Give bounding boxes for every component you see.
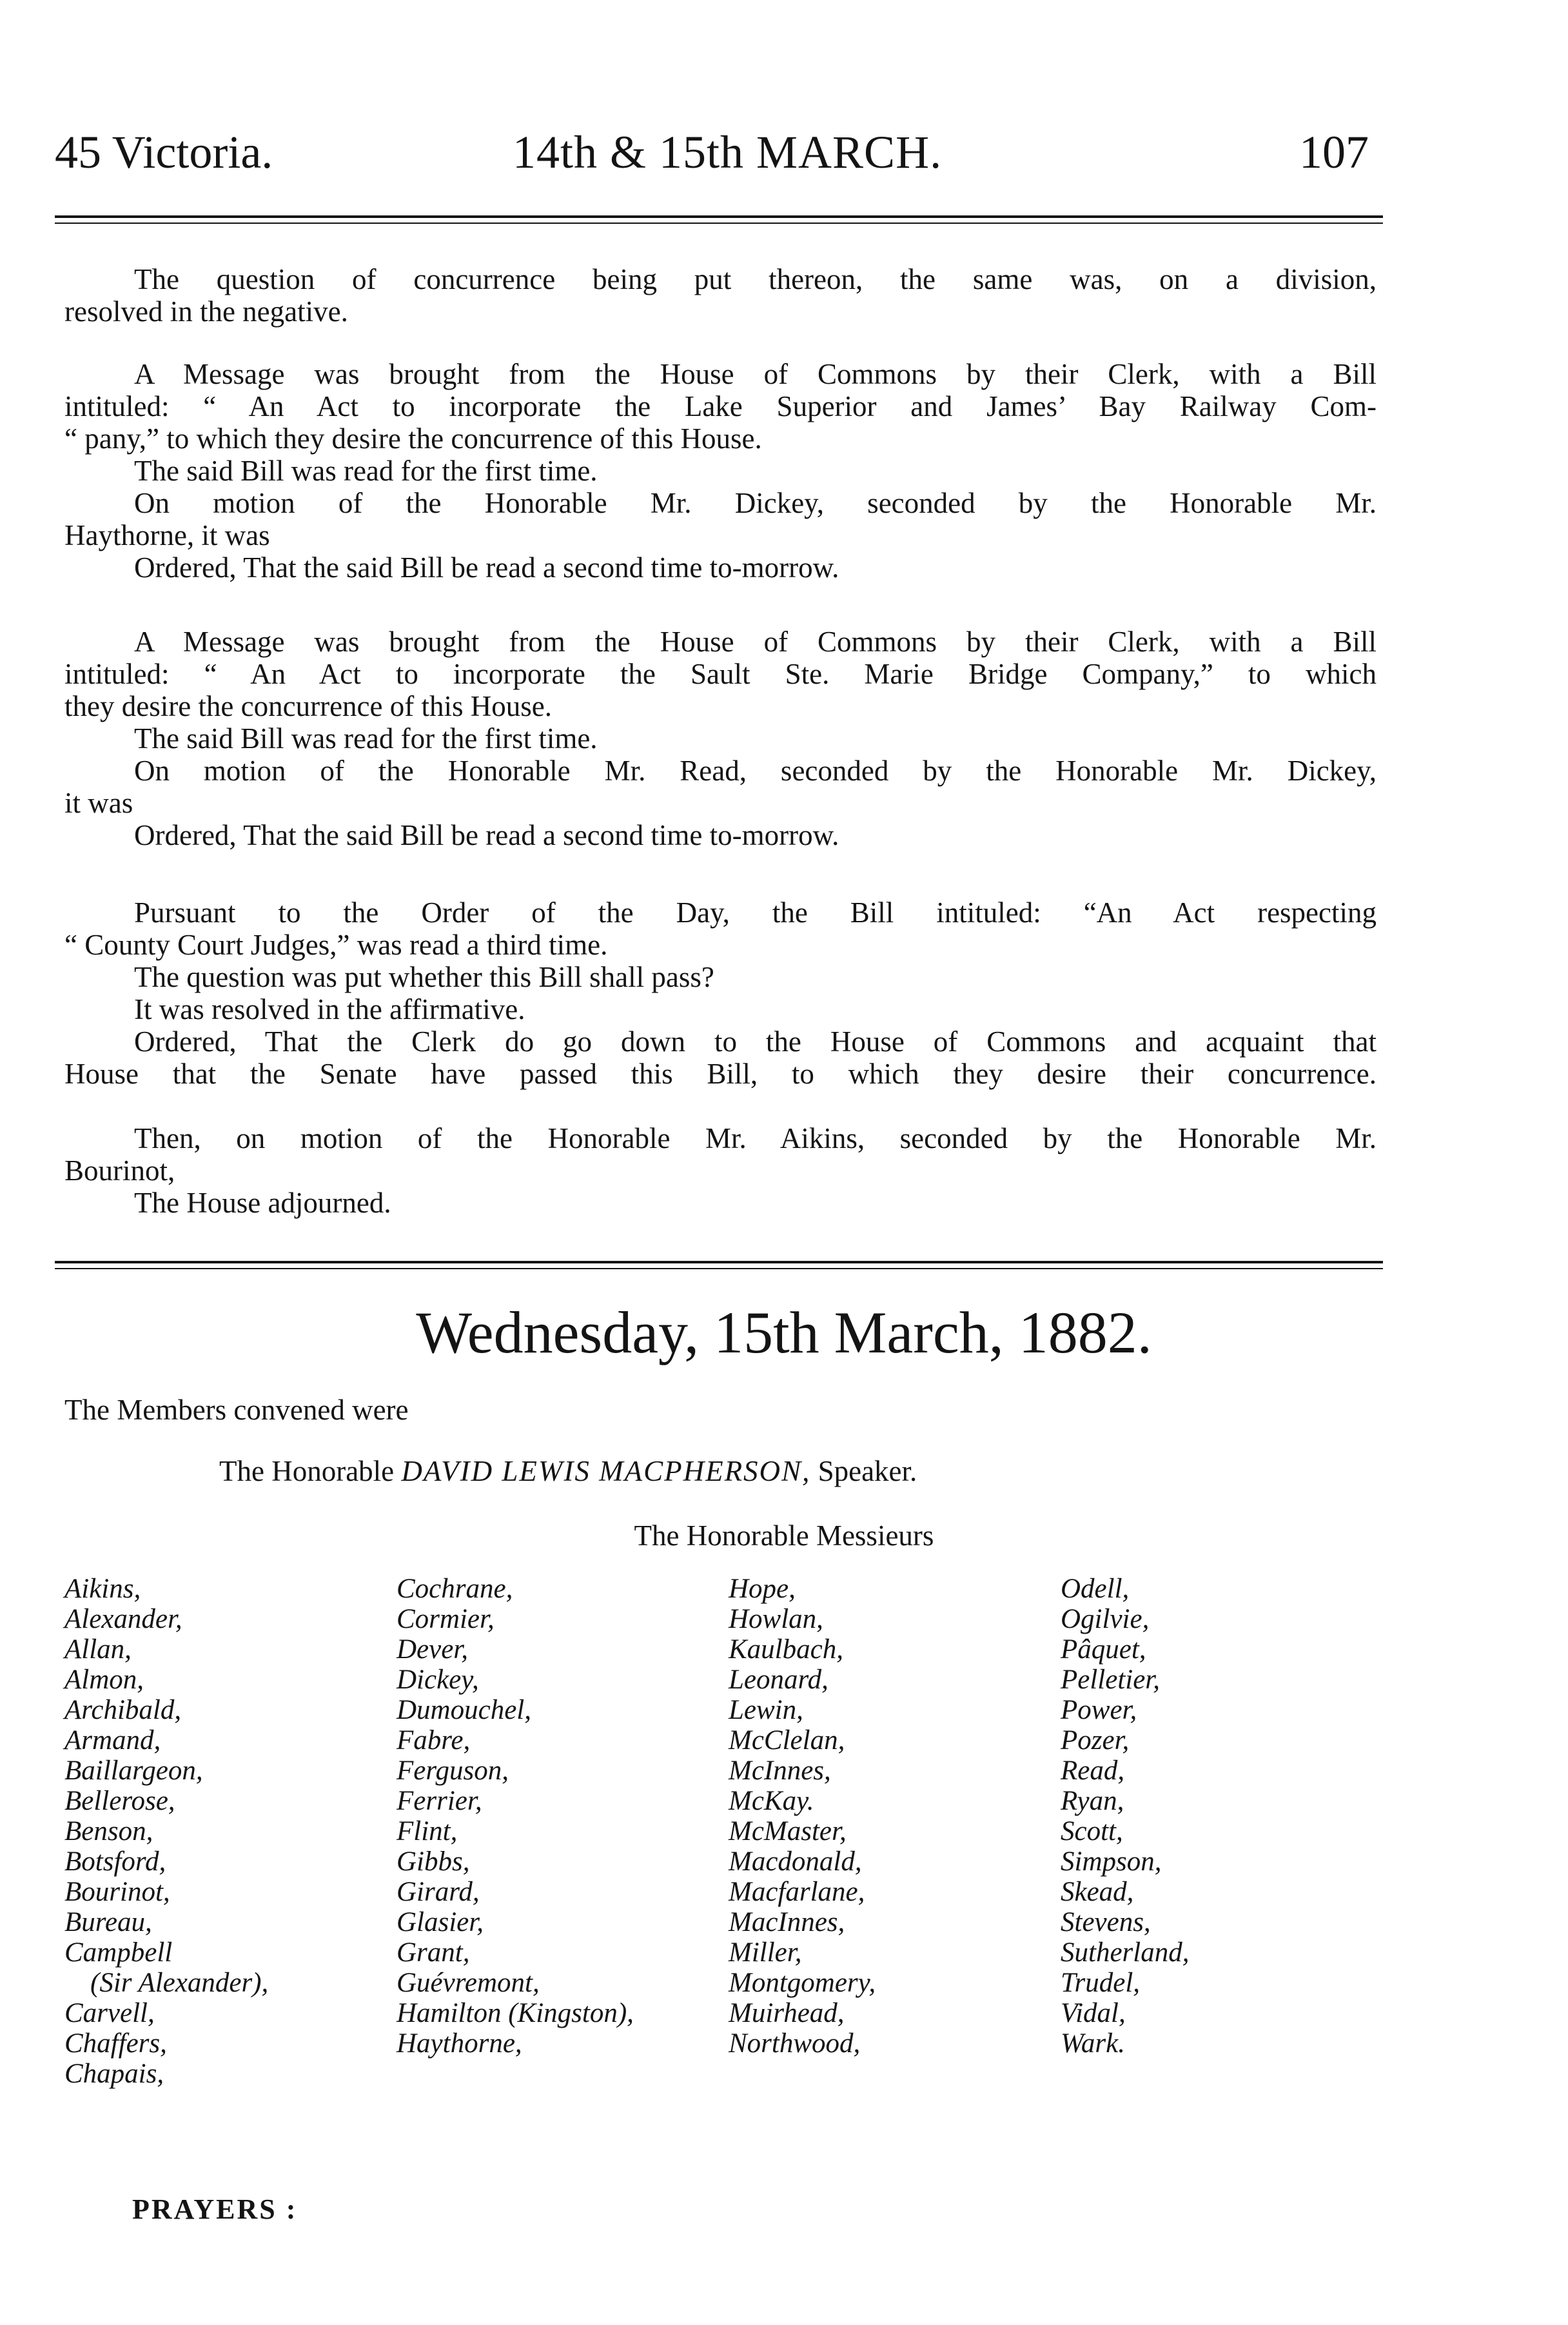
member-name: Kaulbach, bbox=[729, 1634, 843, 1665]
speaker-name: DAVID LEWIS MACPHERSON, bbox=[401, 1455, 811, 1487]
text-line: The said Bill was read for the first time. bbox=[134, 722, 598, 755]
text-line: Ordered, That the Clerk do go down to the House of Commons and acquaint that bbox=[134, 1025, 1377, 1058]
member-name: Northwood, bbox=[729, 2028, 861, 2059]
paragraph-division-result bbox=[64, 263, 1377, 328]
text-line: Ordered, That the said Bill be read a second time to-morrow. bbox=[134, 551, 839, 584]
member-name: Trudel, bbox=[1061, 1968, 1141, 1998]
text-line: “ County Court Judges,” was read a third time. bbox=[64, 929, 608, 961]
text-line: The House adjourned. bbox=[134, 1187, 391, 1219]
member-name: Allan, bbox=[64, 1634, 132, 1665]
member-name: Botsford, bbox=[64, 1846, 166, 1877]
member-name: Bureau, bbox=[64, 1907, 152, 1937]
member-name: Scott, bbox=[1061, 1816, 1123, 1846]
member-name: Benson, bbox=[64, 1816, 153, 1846]
member-name: Sutherland, bbox=[1061, 1937, 1190, 1968]
speaker-line bbox=[219, 1454, 917, 1488]
paragraph-sault-ste-marie-bill bbox=[64, 626, 1377, 851]
text-line: Haythorne, it was bbox=[64, 519, 270, 551]
member-name: Chapais, bbox=[64, 2059, 164, 2089]
paragraph-county-court-judges-bill bbox=[64, 896, 1377, 1090]
text-line: Pursuant to the Order of the Day, the Bill intituled: “An Act respecting bbox=[134, 896, 1377, 929]
member-name: Pelletier, bbox=[1061, 1665, 1161, 1695]
text-line: resolved in the negative. bbox=[64, 295, 348, 328]
member-name: Cormier, bbox=[397, 1604, 495, 1634]
member-name: Dickey, bbox=[397, 1665, 479, 1695]
prayers-heading: PRAYERS : bbox=[132, 2193, 298, 2225]
member-name: Montgomery, bbox=[729, 1968, 876, 1998]
member-name: Flint, bbox=[397, 1816, 458, 1846]
member-name: McMaster, bbox=[729, 1816, 847, 1846]
member-name: Carvell, bbox=[64, 1998, 155, 2028]
member-name: Gibbs, bbox=[397, 1846, 470, 1877]
header-rule-thick bbox=[55, 215, 1383, 218]
member-name: Alexander, bbox=[64, 1604, 182, 1634]
paragraph-adjournment bbox=[64, 1122, 1377, 1219]
text-line: The question of concurrence being put thereon, the same was, on a division, bbox=[134, 263, 1377, 295]
member-name: Dever, bbox=[397, 1634, 469, 1665]
text-line: House that the Senate have passed this Bill, to which they desire their concurrence. bbox=[64, 1058, 1377, 1090]
text-line: The question was put whether this Bill shall pass? bbox=[134, 961, 714, 993]
text-line: On motion of the Honorable Mr. Dickey, seconded by the Honorable Mr. bbox=[134, 487, 1377, 519]
text-line: On motion of the Honorable Mr. Read, seconded by the Honorable Mr. Dickey, bbox=[134, 755, 1377, 787]
paragraph-lake-superior-bill bbox=[64, 358, 1377, 584]
member-name: Dumouchel, bbox=[397, 1695, 531, 1725]
member-name: Power, bbox=[1061, 1695, 1137, 1725]
header-rule-thin bbox=[55, 223, 1383, 224]
members-column-2 bbox=[397, 1574, 634, 2059]
text-line: It was resolved in the affirmative. bbox=[134, 993, 525, 1025]
running-header-left: 45 Victoria. bbox=[55, 126, 273, 178]
member-name: Aikins, bbox=[64, 1574, 141, 1604]
member-name: Leonard, bbox=[729, 1665, 828, 1695]
member-name: Bellerose, bbox=[64, 1786, 175, 1816]
text-line: Bourinot, bbox=[64, 1154, 175, 1187]
text-line: they desire the concurrence of this House. bbox=[64, 690, 552, 722]
member-name: McKay. bbox=[729, 1786, 814, 1816]
member-name: Haythorne, bbox=[397, 2028, 522, 2059]
member-name: Cochrane, bbox=[397, 1574, 513, 1604]
members-column-3 bbox=[729, 1574, 876, 2059]
member-name: Hamilton (Kingston), bbox=[397, 1998, 634, 2028]
sitting-date-heading: Wednesday, 15th March, 1882. bbox=[416, 1300, 1152, 1365]
member-name: Fabre, bbox=[397, 1725, 471, 1756]
members-column-4 bbox=[1061, 1574, 1189, 2059]
text-line: A Message was brought from the House of Commons by their Clerk, with a Bill bbox=[134, 626, 1377, 658]
member-name: Almon, bbox=[64, 1665, 144, 1695]
member-name: Howlan, bbox=[729, 1604, 823, 1634]
member-name: Hope, bbox=[729, 1574, 796, 1604]
member-name: Lewin, bbox=[729, 1695, 803, 1725]
text-line: Ordered, That the said Bill be read a second time to-morrow. bbox=[134, 819, 839, 851]
member-name: Grant, bbox=[397, 1937, 470, 1968]
member-name: McInnes, bbox=[729, 1756, 831, 1786]
member-name: Baillargeon, bbox=[64, 1756, 203, 1786]
member-name: Archibald, bbox=[64, 1695, 182, 1725]
member-name: Muirhead, bbox=[729, 1998, 845, 2028]
member-name: Stevens, bbox=[1061, 1907, 1151, 1937]
member-name: Ferguson, bbox=[397, 1756, 509, 1786]
members-column-1 bbox=[64, 1574, 268, 2089]
text-line: it was bbox=[64, 787, 133, 819]
member-name: Skead, bbox=[1061, 1877, 1134, 1907]
member-name: Read, bbox=[1061, 1756, 1125, 1786]
text-line: “ pany,” to which they desire the concurrence of this House. bbox=[64, 422, 762, 455]
member-name: Campbell bbox=[64, 1937, 173, 1968]
member-name: Odell, bbox=[1061, 1574, 1130, 1604]
section-rule-thick bbox=[55, 1261, 1383, 1263]
member-name: Macfarlane, bbox=[729, 1877, 865, 1907]
speaker-prefix: The Honorable bbox=[219, 1455, 395, 1487]
running-header-date: 14th & 15th MARCH. bbox=[513, 126, 943, 178]
member-name: (Sir Alexander), bbox=[90, 1968, 269, 1998]
text-line: intituled: “ An Act to incorporate the Sault Ste. Marie Bridge Company,” to which bbox=[64, 658, 1377, 690]
member-name: Ferrier, bbox=[397, 1786, 482, 1816]
text-line: The said Bill was read for the first time. bbox=[134, 455, 598, 487]
member-name: Simpson, bbox=[1061, 1846, 1162, 1877]
member-name: Ogilvie, bbox=[1061, 1604, 1150, 1634]
page-number: 107 bbox=[1299, 126, 1369, 178]
text-line: Then, on motion of the Honorable Mr. Aikins, seconded by the Honorable Mr. bbox=[134, 1122, 1377, 1154]
text-line: A Message was brought from the House of Commons by their Clerk, with a Bill bbox=[134, 358, 1377, 390]
member-name: Glasier, bbox=[397, 1907, 484, 1937]
speaker-title: Speaker. bbox=[818, 1455, 917, 1487]
members-convened-text: The Members convened were bbox=[64, 1394, 409, 1426]
section-rule-thin bbox=[55, 1268, 1383, 1269]
member-name: Wark. bbox=[1061, 2028, 1125, 2059]
member-name: Macdonald, bbox=[729, 1846, 862, 1877]
member-name: MacInnes, bbox=[729, 1907, 845, 1937]
member-name: Ryan, bbox=[1061, 1786, 1124, 1816]
member-name: Miller, bbox=[729, 1937, 802, 1968]
member-name: Bourinot, bbox=[64, 1877, 170, 1907]
member-name: Girard, bbox=[397, 1877, 480, 1907]
member-name: Chaffers, bbox=[64, 2028, 167, 2059]
text-line: intituled: “ An Act to incorporate the Lake Superior and James’ Bay Railway Com- bbox=[64, 390, 1377, 422]
member-name: Pozer, bbox=[1061, 1725, 1130, 1756]
messieurs-heading: The Honorable Messieurs bbox=[634, 1519, 934, 1552]
member-name: Pâquet, bbox=[1061, 1634, 1146, 1665]
member-name: Guévremont, bbox=[397, 1968, 540, 1998]
member-name: McClelan, bbox=[729, 1725, 845, 1756]
member-name: Armand, bbox=[64, 1725, 161, 1756]
member-name: Vidal, bbox=[1061, 1998, 1126, 2028]
